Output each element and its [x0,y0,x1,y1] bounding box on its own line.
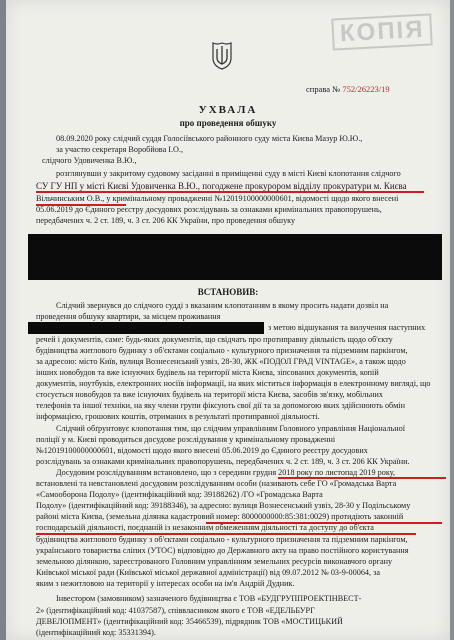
text-line: ДЕВЕЛОПМЕНТ» (ідентифікаційний код: 35466539), підрядник ТОВ «МОСТИЦЬКИЙ [36,617,343,626]
document-title: УХВАЛА [198,104,258,116]
text-line: яким з нежитловою на території у інтересах особи на ім'я Андрій Дудник. [36,579,295,588]
text-line: за участю секретаря Воробйова І.О., [56,145,184,154]
text-line: Досудовим розслідуванням встановлено, що з середини грудня 2018 року по листопад 2019 року, [56,468,396,477]
redaction-block [28,322,264,334]
text-line: слідчого Удовиченка В.Ю., [42,156,137,165]
case-number-value: 752/26223/19 [342,84,390,94]
text-line: будівництва житлового будинку з об'єктами соціально - культурного призначення та підземним паркінгом, [36,346,408,355]
text-line: інформацією, грошових коштів, отриманих в результаті протиправної діяльності. [36,412,320,421]
text-line: інших новобудов та вже існуючих будівель на території міста Києва, зіпсованих документів, копій [36,368,379,377]
copy-stamp: КОПІЯ [331,13,433,50]
text-line: районі міста Києва, (земельна ділянка кадастровий номер: 8000000000:85:381:0029) протидіють законній [36,512,404,521]
text-line: поліції у м. Києві проводиться досудове розслідування у кримінальному провадженні [36,435,336,444]
text-line: «Самооборона Подолу» (ідентифікаційний код: 39188262) /ГО «Громадська Варта [36,490,323,499]
text-line: 05.06.2019 до Єдиного реєстру досудових розслідувань за ознаками кримінальних правопорушень, [36,205,382,214]
text-line: Інвестором (замовником) зазначеного будівництва є ТОВ «БУДГРУППРОЕКТІНВЕСТ- [56,594,362,603]
section-heading: ВСТАНОВИВ: [197,287,259,297]
text-line: телефонів та іншої техніки, на яку члени групи фіксують свої дії та за допомогою яких здійснюють обмін [36,401,405,410]
text-line: українського товариства сліпих (УТОС) відповідно до Державного акту на право постійного користування [36,546,409,555]
text-line: розглянувши у закритому судовому засіданні в приміщенні суду в місті Києві клопотання слідчого [56,169,401,178]
text-line: розслідувань за ознаками кримінальних правопорушень, передбачених ч. 2 ст. 189, ч. 3 ст. 206 КК України. [36,457,410,466]
text-line: Вільчинським О.В., у кримінальному провадженні №12019100000000601, відомості щодо якого внесені [36,194,399,203]
text-line: передбачених ч. 2 ст. 189, ч. 3 ст. 206 КК України, про проведення обшуку [36,216,296,225]
text-line: Київської міської ради (Київської міської державної адміністрації) від 09.07.2012 № 03-9-00064, за [36,568,380,577]
text-line: Подолу» (ідентифікаційний код: 39188346), за адресою: вулиця Вознесенський узвіз, 28-30 у Подільському [36,501,411,510]
redaction-block [28,234,442,280]
trident-emblem-icon [211,40,233,70]
text-line: Слідчий звернувся до слідчого судді з вказаним клопотанням в якому просить надати дозвіл на [56,301,389,310]
text-line: встановлені та невстановлені досудовим розслідуванням особи (називають себе ГО «Громадська Варта [36,479,397,488]
text-line: земельною ділянкою, зареєстрованого Головним управлінням земельних ресурсів виконавчого органу [36,557,393,566]
document-subtitle: про проведення обшуку [179,118,277,128]
text-line: (ідентифікаційний код: 35331394). [36,628,156,637]
case-number [306,84,390,94]
text-line: за адресою: місто Київ, вулиця Вознесенський узвіз, 28-30, ЖК «ПОДОЛ ГРАД VINTAGE», а також щодо [36,357,406,366]
text-line: документів, ноутбуків, електронних носіїв інформації, на яких міститься інформація в електронному вигляді, що [36,379,431,388]
text-line: з метою відшукання та вилучення наступних [268,323,426,332]
text-line: Слідчий обґрунтовує клопотання тим, що слідчим управлінням Головного управління Національної [56,424,406,433]
document-page [6,0,450,640]
text-line: господарській діяльності, поєднаній із незаконним обмеженням діяльності та доступу до об'єкта [36,523,374,532]
text-line: речей і документів, саме: будь-яких документів, що свідчать про протиправну діяльність щодо об'єкту [36,335,393,344]
text-line: будівництва житлового будинку з об'єктами соціально - культурного призначення та підземним паркінгом, [36,535,408,544]
text-line: стосується новобудов та вже існуючих будівель на території міста Києва, засобів зв'язку, мобільних [36,390,383,399]
text-line: проведення обшуку квартири, за місцем проживання [36,312,221,321]
text-line: №12019100000000601, відомості щодо якого внесені 05.06.2019 до Єдиного реєстру досудових [36,446,368,455]
text-line: 08.09.2020 року слідчий суддя Голосіївського районного суду міста Києва Мазур Ю.Ю., [56,134,363,143]
case-prefix: справа № [306,84,341,94]
red-underline [36,191,424,193]
text-line: 2» (ідентифікаційний код: 41037587), співвласником якого є ТОВ «ЕДЕЛЬБУРГ [36,606,315,615]
text-line: СУ ГУ НП у місті Києві Удовиченка В.Ю., погоджене прокурором відділу прокуратури м. Києва [36,181,407,191]
